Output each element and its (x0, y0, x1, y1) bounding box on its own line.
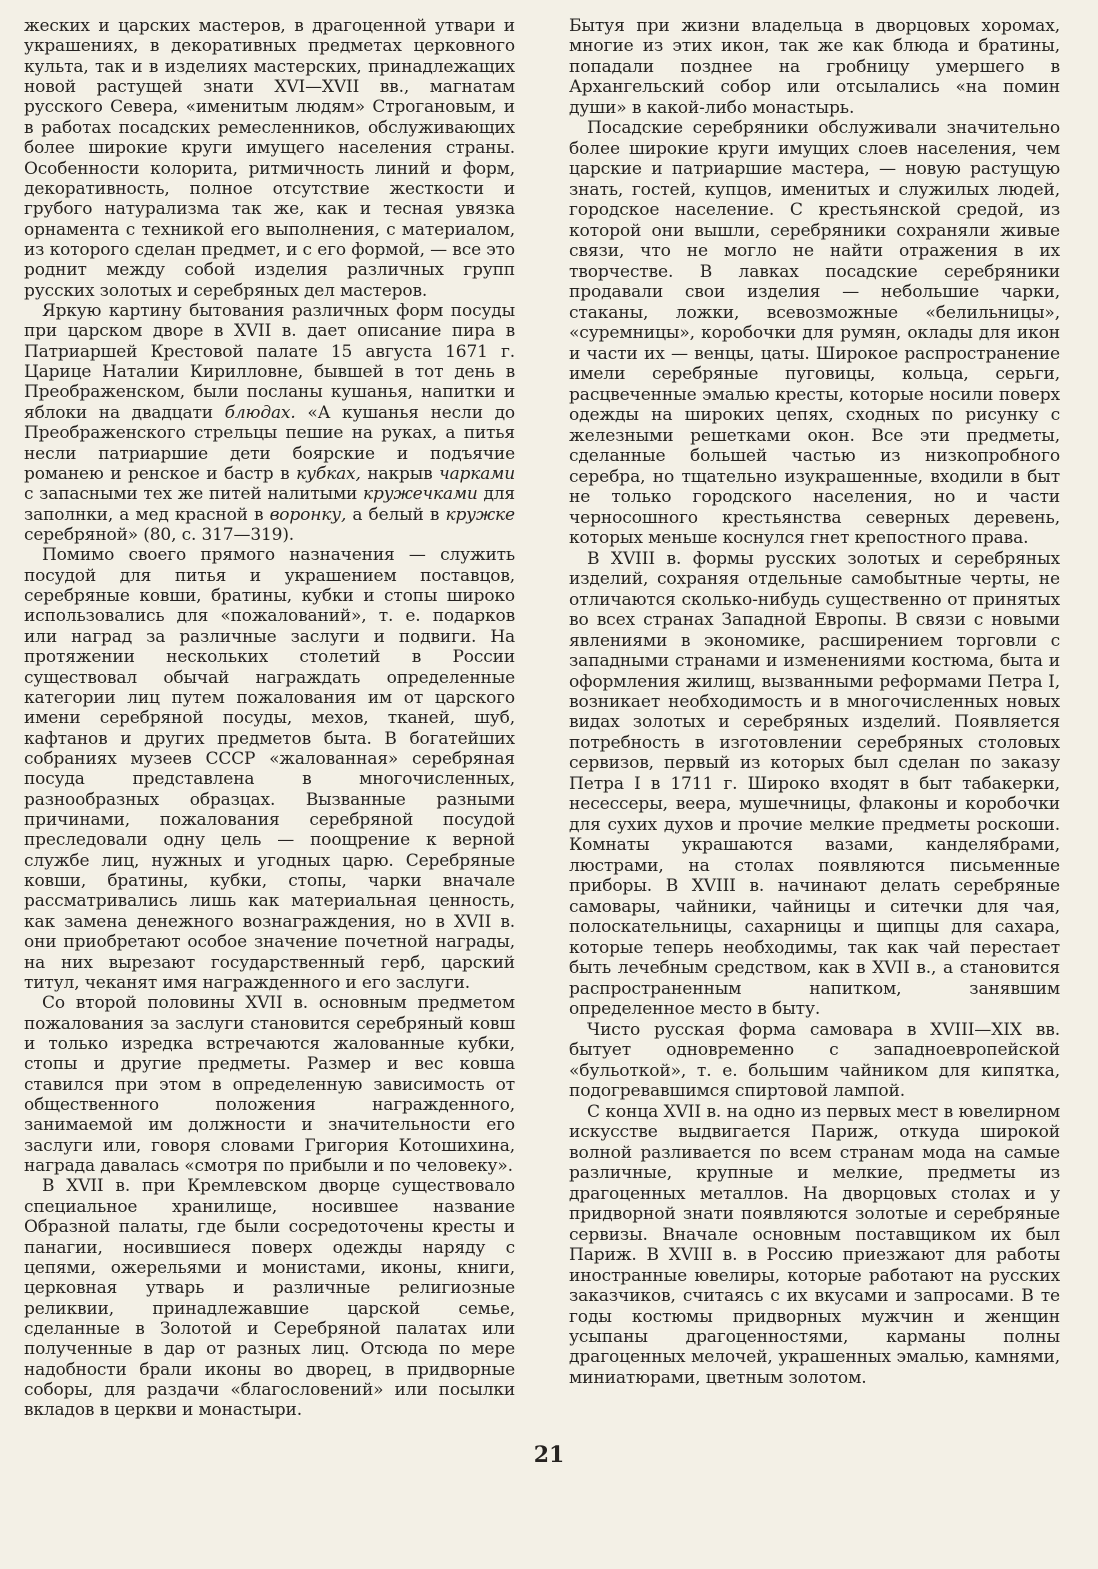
paragraph-8: В XVIII в. формы русских золотых и серебряных изделий, сохраняя отдельные самобытные черты, не отличаются сколько-нибудь существенно от принятых во всех странах Западной Европы. В связи с новыми явлениями в экономике, расширением торговли с западными странами и изменениями костюма, быта и оформления жилищ, вызванными реформами Петра I, возникает необходимость и в многочисленных новых видах золотых и серебряных изделий. Появляется потребность в изготовлении серебряных столовых сервизов, первый из которых был сделан по заказу Петра I в 1711 г. Широко входят в быт табакерки, несессеры, веера, мушечницы, флаконы и коробочки для сухих духов и прочие мелкие предметы роскоши. Комнаты украшаются вазами, канделябрами, люстрами, на столах появляются письменные приборы. В XVIII в. начинают делать серебряные самовары, чайники, чайницы и ситечки для чая, полоскательницы, сахарницы и щипцы для сахара, которые теперь необходимы, так как чай перестает быть лечебным средством, как в XVII в., а становится распространенным напитком, занявшим определенное место в быту. (569, 548, 1060, 1020)
paragraph-1: жеских и царских мастеров, в драгоценной утвари и украшениях, в декоративных предметах церковного культа, так и в изделиях мастерских, принадлежащих новой растущей знати XVI—XVII вв., магнатам русского Севера, «именитым людям» Строгановым, и в работах посадских ремесленников, обслуживающих более широкие круги имущего населения страны. Особенности колорита, ритмичность линий и форм, декоративность, полное отсутствие жесткости и грубого натурализма так же, как и тесная увязка орнамента с техникой его выполнения, с материалом, из которого сделан предмет, и с его формой, — все это роднит между собой изделия различных групп русских золотых и серебряных дел мастеров. (24, 16, 515, 301)
paragraph-3: Помимо своего прямого назначения — служить посудой для питья и украшением поставцов, серебряные ковши, братины, кубки и стопы широко использовались для «пожалований», т. е. подарков или наград за различные заслуги и подвиги. На протяжении нескольких столетий в России существовал обычай награждать определенные категории лиц путем пожалования им от царского имени серебряной посуды, мехов, тканей, шуб, кафтанов и других предметов быта. В богатейших собраниях музеев СССР «жалованная» серебряная посуда представлена в многочисленных, разнообразных образцах. Вызванные разными причинами, пожалования серебряной посудой преследовали одну цель — поощрение к верной службе лиц, нужных и угодных царю. Серебряные ковши, братины, кубки, стопы, чарки вначале рассматривались лишь как материальная ценность, как замена денежного вознаграждения, но в XVII в. они приобретают особое значение почетной награды, на них вырезают государственный герб, царский титул, чеканят имя награжденного и его заслуги. (24, 545, 515, 993)
paragraph-9: Чисто русская форма самовара в XVIII—XIX вв. бытует одновременно с западноевропейской «бульоткой», т. е. большим чайником для кипятка, подогревавшимся спиртовой лампой. (569, 1019, 1060, 1102)
paragraph-5: В XVII в. при Кремлевском дворце существовало специальное хранилище, носившее название Образной палаты, где были сосредоточены кресты и панагии, носившиеся поверх одежды наряду с цепями, ожерельями и монистами, иконы, книги, церковная утварь и различные религиозные реликвии, принадлежавшие царской семье, сделанные в Золотой и Серебряной палатах или полученные в дар от разных лиц. Отсюда по мере надобности брали иконы во дворец, в придворные соборы, для раздачи «благословений» или посылки вкладов в церкви и монастыри. (24, 1176, 515, 1421)
paragraph-6: Бытуя при жизни владельца в дворцовых хоромах, многие из этих икон, так же как блюда и братины, попадали позднее на гробницу умершего в Архангельский собор или отсылались «на помин души» в какой-либо монастырь. (569, 16, 1060, 118)
page-number: 21 (533, 1442, 565, 1468)
paragraph-10: С конца XVII в. на одно из первых мест в ювелирном искусстве выдвигается Париж, откуда широкой волной разливается по всем странам мода на самые различные, крупные и мелкие, предметы из драгоценных металлов. На дворцовых столах и у придворной знати появляются золотые и серебряные сервизы. Вначале основным поставщиком их был Париж. В XVIII в. в Россию приезжают для работы иностранные ювелиры, которые работают на русских заказчиков, считаясь с их вкусами и запросами. В те годы костюмы придворных мужчин и женщин усыпаны драгоценностями, карманы полны драгоценных мелочей, украшенных эмалью, камнями, миниатюрами, цветным золотом. (569, 1101, 1060, 1388)
left-column (24, 16, 515, 1421)
right-column (569, 16, 1060, 1388)
paragraph-2: Яркую картину бытования различных форм посуды при царском дворе в XVII в. дает описание пира в Патриаршей Крестовой палате 15 августа 1671 г. Царице Наталии Кирилловне, бывшей в тот день в Преображенском, были посланы кушанья, напитки и яблоки на двадцати блюдах. «А кушанья несли до Преображенского стрельцы пешие на руках, а питья несли патриаршие дети боярские и подъячие романею и ренское и бастр в кубках, накрыв чарками с запасными тех же питей налитыми кружечками для заполнки, а мед красной в воронку, а белый в кружке серебряной» (80, с. 317—319). (24, 301, 516, 545)
paragraph-7: Посадские серебряники обслуживали значительно более широкие круги имущих слоев населения, чем царские и патриаршие мастера, — новую растущую знать, гостей, купцов, именитых и служилых людей, городское население. С крестьянской средой, из которой они вышли, серебряники сохраняли живые связи, что не могло не найти отражения в их творчестве. В лавках посадские серебряники продавали свои изделия — небольшие чарки, стаканы, ложки, всевозможные «белильницы», «суремницы», коробочки для румян, оклады для икон и части их — венцы, цаты. Широкое распространение имели серебряные пуговицы, кольца, серьги, расцвеченные эмалью кресты, которые носили поверх одежды на широких цепях, сходных по рисунку с железными решетками окон. Все эти предметы, сделанные большей частью из низкопробного серебра, но тщательно изукрашенные, входили в быт не только городского населения, но и части черносошного крестьянства северных деревень, которых меньше коснулся гнет крепостного права. (569, 118, 1060, 549)
paragraph-4: Со второй половины XVII в. основным предметом пожалования за заслуги становится серебряный ковш и только изредка встречаются жалованные кубки, стопы и другие предметы. Размер и вес ковша ставился при этом в определенную зависимость от общественного положения награжденного, занимаемой им должности и значительности его заслуги или, говоря словами Григория Котошихина, награда давалась «смотря по прибыли и по человеку». (24, 993, 515, 1177)
